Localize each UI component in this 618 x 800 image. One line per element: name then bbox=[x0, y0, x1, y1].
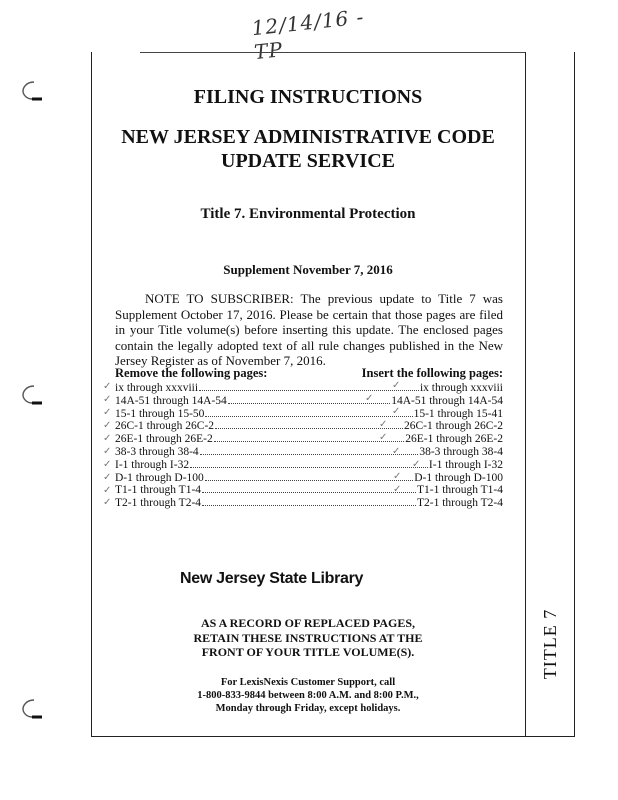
checkmark-icon: ✓ bbox=[379, 432, 388, 443]
checkmark-icon: ✓ bbox=[103, 459, 112, 470]
checkmark-icon: ✓ bbox=[103, 407, 112, 418]
checkmark-icon: ✓ bbox=[392, 380, 401, 391]
tab-label: TITLE 7 bbox=[540, 608, 560, 680]
leader-dots bbox=[202, 483, 416, 493]
checkmark-icon: ✓ bbox=[393, 471, 402, 482]
remove-pages: 26C-1 through 26C-2 bbox=[115, 420, 215, 433]
page-list bbox=[115, 381, 503, 509]
checkmark-icon: ✓ bbox=[412, 459, 421, 470]
remove-pages: 26E-1 through 26E-2 bbox=[115, 433, 213, 446]
insert-pages: I-1 through I-32 bbox=[428, 458, 503, 471]
remove-pages: T1-1 through T1-4 bbox=[115, 484, 202, 497]
checkmark-icon: ✓ bbox=[103, 394, 112, 405]
remove-header: Remove the following pages: bbox=[115, 366, 268, 380]
remove-pages: T2-1 through T2-4 bbox=[115, 497, 202, 510]
support-line1: For LexisNexis Customer Support, call bbox=[220, 677, 396, 688]
support-line3: Monday through Friday, except holidays. bbox=[215, 703, 401, 714]
service-title-line1: NEW JERSEY ADMINISTRATIVE CODE bbox=[121, 126, 495, 148]
checkmark-icon: ✓ bbox=[103, 472, 112, 483]
leader-dots bbox=[202, 496, 416, 506]
insert-pages: T1-1 through T1-4 bbox=[416, 484, 503, 497]
customer-support bbox=[91, 676, 525, 715]
remove-pages: 38-3 through 38-4 bbox=[115, 445, 199, 458]
page-row bbox=[115, 458, 503, 471]
insert-pages: 38-3 through 38-4 bbox=[419, 445, 503, 458]
page-row bbox=[115, 496, 503, 509]
page-list-headers bbox=[115, 366, 503, 382]
page-row bbox=[115, 394, 503, 407]
record-instructions bbox=[91, 616, 525, 660]
insert-pages: 26E-1 through 26E-2 bbox=[405, 433, 503, 446]
supplement-date: Supplement November 7, 2016 bbox=[223, 262, 393, 277]
insert-pages: ix through xxxviii bbox=[419, 382, 503, 394]
page-row bbox=[115, 471, 503, 484]
insert-header: Insert the following pages: bbox=[361, 366, 503, 380]
checkmark-icon: ✓ bbox=[379, 419, 388, 430]
binder-hole-icon bbox=[20, 384, 44, 406]
checkmark-icon: ✓ bbox=[103, 433, 112, 444]
checkmark-icon: ✓ bbox=[365, 393, 374, 404]
checkmark-icon: ✓ bbox=[392, 406, 401, 417]
binder-hole-icon bbox=[20, 80, 44, 102]
service-title bbox=[91, 125, 525, 173]
subscriber-note bbox=[115, 291, 503, 369]
leader-dots bbox=[205, 471, 413, 481]
leader-dots bbox=[214, 432, 405, 442]
title-subject: Title 7. Environmental Protection bbox=[200, 206, 416, 222]
insert-pages: 14A-51 through 14A-54 bbox=[391, 394, 503, 407]
record-line2: RETAIN THESE INSTRUCTIONS AT THE bbox=[193, 630, 423, 645]
page-row bbox=[115, 419, 503, 432]
checkmark-icon: ✓ bbox=[103, 485, 112, 496]
subscriber-note-text: NOTE TO SUBSCRIBER: The previous update to Title 7 was Supplement October 17, 2016. Please be certain that those pages are filed in your Title volume(s) before inserting this update. The enclosed pages contain the legally adopted text of all rule changes published in the New Jersey Register as of November 7, 2016. bbox=[115, 291, 503, 368]
service-title-line2: UPDATE SERVICE bbox=[221, 150, 395, 172]
remove-pages: 15-1 through 15-50 bbox=[115, 407, 205, 420]
leader-dots bbox=[190, 458, 428, 468]
page-title: FILING INSTRUCTIONS bbox=[193, 86, 423, 108]
frame-top-rule bbox=[140, 52, 525, 53]
library-stamp: New Jersey State Library bbox=[180, 570, 364, 587]
insert-pages: D-1 through D-100 bbox=[414, 471, 503, 484]
leader-dots bbox=[215, 419, 403, 429]
binder-hole-icon bbox=[20, 698, 44, 720]
leader-dots bbox=[199, 381, 419, 391]
checkmark-icon: ✓ bbox=[393, 484, 402, 495]
checkmark-icon: ✓ bbox=[103, 381, 112, 392]
page-row bbox=[115, 432, 503, 445]
handwritten-note: 12/14/16 - TP bbox=[250, 4, 366, 65]
record-line3: FRONT OF YOUR TITLE VOLUME(S). bbox=[201, 645, 415, 659]
leader-dots bbox=[205, 407, 412, 417]
remove-pages: ix through xxxviii bbox=[115, 382, 199, 394]
page-row bbox=[115, 445, 503, 458]
remove-pages: I-1 through I-32 bbox=[115, 458, 190, 471]
remove-pages: 14A-51 through 14A-54 bbox=[115, 394, 227, 407]
page-row bbox=[115, 381, 503, 394]
checkmark-icon: ✓ bbox=[103, 420, 112, 431]
checkmark-icon: ✓ bbox=[103, 497, 112, 508]
leader-dots bbox=[200, 445, 419, 455]
insert-pages: 26C-1 through 26C-2 bbox=[403, 420, 503, 433]
insert-pages: T2-1 through T2-4 bbox=[416, 497, 503, 510]
remove-pages: D-1 through D-100 bbox=[115, 471, 204, 484]
page-row bbox=[115, 483, 503, 496]
checkmark-icon: ✓ bbox=[392, 446, 401, 457]
record-line1: AS A RECORD OF REPLACED PAGES, bbox=[200, 616, 416, 630]
checkmark-icon: ✓ bbox=[103, 446, 112, 457]
page-row bbox=[115, 407, 503, 420]
insert-pages: 15-1 through 15-41 bbox=[413, 407, 503, 420]
support-line2: 1-800-833-9844 between 8:00 A.M. and 8:00 P.M., bbox=[197, 690, 419, 701]
